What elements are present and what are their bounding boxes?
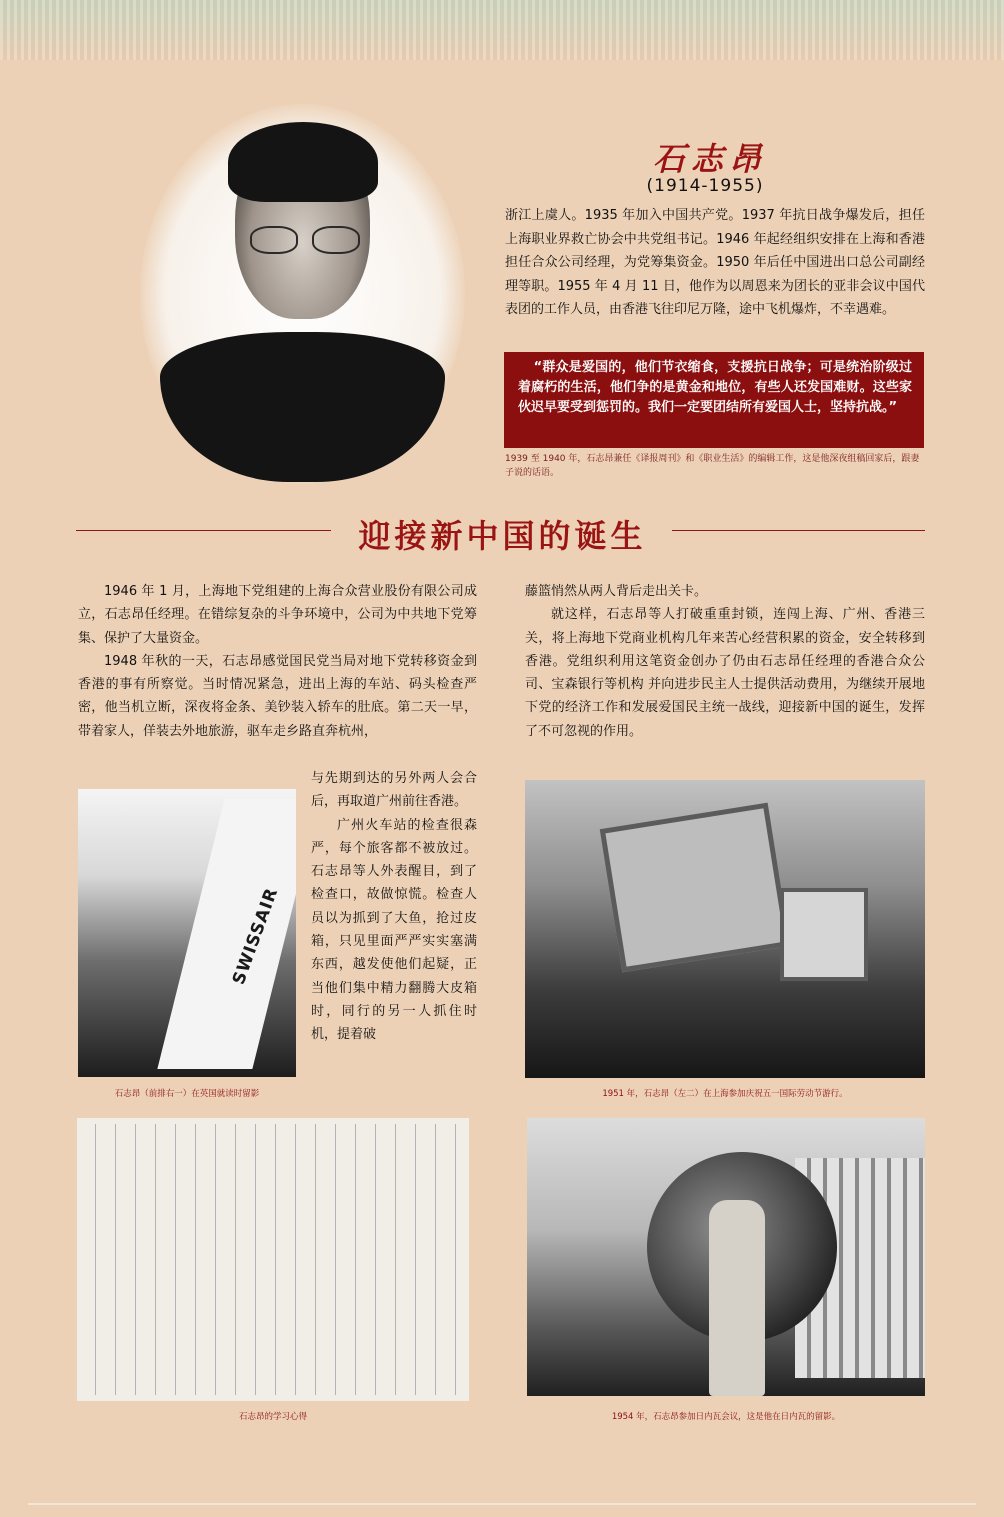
article-paragraph-1: 1946 年 1 月，上海地下党组建的上海合众营业股份有限公司成立，石志昂任经理。在错综复杂的斗争环境中，公司为中共地下党筹集、保护了大量资金。 <box>78 584 477 646</box>
portrait-glasses <box>250 226 360 252</box>
quote-box <box>504 352 924 448</box>
person-name: 石志昂 <box>652 140 767 178</box>
article-paragraph-3-continued: 藤篮悄然从两人背后走出关卡。 <box>525 584 708 599</box>
photo-may-day-parade <box>525 780 925 1078</box>
manuscript-handwriting <box>85 1124 461 1395</box>
parade-banner <box>600 803 791 973</box>
quote-text: “群众是爱国的，他们节衣缩食，支援抗日战争；可是统治阶级过着腐朽的生活，他们争的是黄金和地位，有些人还发国难财。这些家伙迟早要受到惩罚的。我们一定要团结所有爱国人士，坚持抗战。” <box>518 360 912 415</box>
plane-sign: SWISSAIR <box>229 885 283 988</box>
portrait-hair <box>228 122 378 202</box>
portrait-coat <box>160 332 445 482</box>
photo-plane-boarding <box>78 789 296 1077</box>
caption-plane-photo: 石志昂（前排右一）在英国就读时留影 <box>114 1089 260 1099</box>
section-rule-left <box>76 530 331 531</box>
person-figure <box>709 1200 765 1396</box>
article-narrow-column <box>311 767 477 1047</box>
section-title: 迎接新中国的诞生 <box>358 517 647 555</box>
article-paragraph-3: 广州火车站的检查很森严，每个旅客都不被放过。石志昂等人外表醒目，到了检查口，故做惊慌。检查人员以为抓到了大鱼，抢过皮箱，只见里面严严实实塞满东西，越发使他们起疑，正当他们集中精力翻腾大皮箱时，同行的另一人抓住时机，提着破 <box>311 817 477 1043</box>
portrait-photo <box>140 104 465 484</box>
person-years: (1914-1955) <box>646 176 764 196</box>
photo-geneva-conference <box>527 1118 925 1396</box>
section-rule-right <box>672 530 925 531</box>
caption-geneva-photo: 1954 年，石志昂参加日内瓦会议，这是他在日内瓦的留影。 <box>611 1412 841 1422</box>
parade-banner-small <box>780 888 868 981</box>
bottom-rule <box>28 1503 976 1505</box>
person-bio: 浙江上虞人。1935 年加入中国共产党。1937 年抗日战争爆发后，担任上海职业界救亡协会中共党组书记。1946 年起经组织安排在上海和香港担任合众公司经理，为党筹集资金。1950 年后任中国进出口总公司副经理等职。1955 年 4 月 11 日，他作为以周恩来为团长的亚非会议中国代表团的工作人员，由香港飞往印尼万隆，途中飞机爆炸，不幸遇难。 <box>505 208 925 317</box>
article-left-column <box>78 580 477 743</box>
photo-study-notes-manuscript <box>77 1118 469 1401</box>
article-paragraph-2-continued: 与先期到达的另外两人会合后，再取道广州前往香港。 <box>311 771 477 810</box>
caption-parade-photo: 1951 年，石志昂（左二）在上海参加庆祝五一国际劳动节游行。 <box>602 1089 848 1099</box>
article-right-column <box>525 580 925 743</box>
caption-manuscript: 石志昂的学习心得 <box>238 1412 307 1422</box>
article-paragraph-2: 1948 年秋的一天，石志昂感觉国民党当局对地下党转移资金到香港的事有所察觉。当时情况紧急，进出上海的车站、码头检查严密，他当机立断，深夜将金条、美钞装入轿车的肚底。第二天一早，带着家人，佯装去外地旅游，驱车走乡路直奔杭州， <box>78 653 477 739</box>
decorative-top-band <box>0 0 1004 60</box>
quote-note: 1939 至 1940 年，石志昂兼任《译报周刊》和《职业生活》的编辑工作，这是他深夜组稿回家后，跟妻子说的话语。 <box>505 454 920 478</box>
plane-tail <box>157 799 296 1069</box>
article-paragraph-4: 就这样，石志昂等人打破重重封锁，连闯上海、广州、香港三关，将上海地下党商业机构几年来苦心经营积累的资金，安全转移到香港。党组织利用这笔资金创办了仍由石志昂任经理的香港合众公司、宝森银行等机构 并向进步民主人士提供活动费用，为继续开展地下党的经济工作和发展爱国民主统一战线，迎接新中国的诞生，发挥了不可忽视的作用。 <box>525 607 925 739</box>
